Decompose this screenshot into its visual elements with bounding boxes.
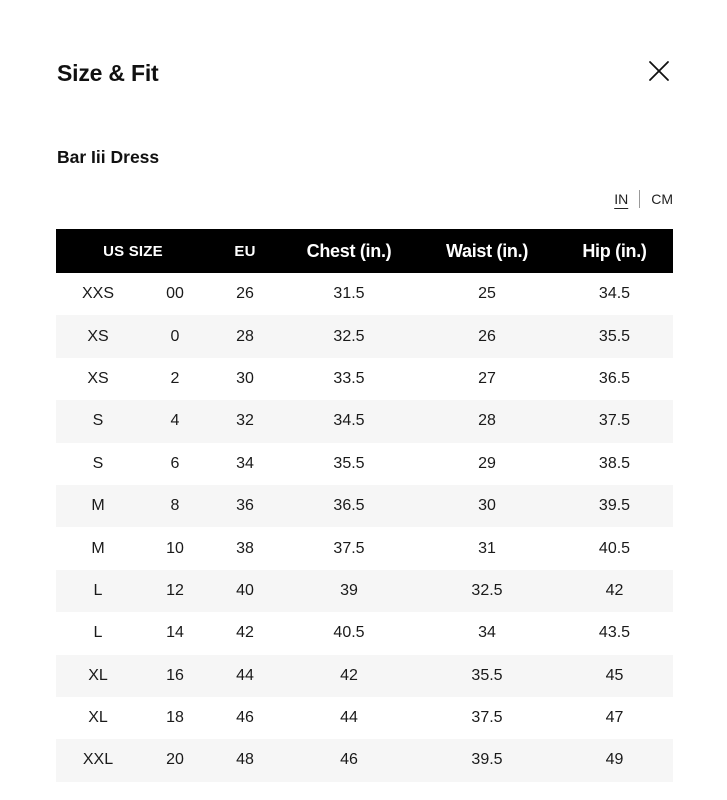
cell-chest: 37.5 (333, 539, 365, 557)
cell-hip: 47 (605, 709, 624, 727)
cell-waist: 35.5 (471, 666, 503, 684)
cell-waist: 27 (478, 369, 496, 387)
header-chest: Chest (in.) (306, 240, 392, 261)
cell-us-letter: M (91, 539, 105, 557)
cell-us-number: 2 (170, 369, 180, 387)
table-row (56, 527, 673, 569)
table-row (56, 400, 673, 442)
table-row (56, 612, 673, 654)
cell-hip: 34.5 (598, 285, 631, 303)
table-row (56, 315, 673, 357)
cell-us-letter: S (92, 454, 104, 472)
close-icon (648, 60, 670, 82)
cell-us-number: 00 (166, 285, 184, 303)
cell-chest: 42 (340, 666, 358, 684)
size-chart-table (56, 229, 673, 782)
unit-option-in[interactable]: IN (614, 191, 629, 207)
cell-us-number: 0 (170, 327, 180, 345)
cell-us-number: 14 (166, 624, 184, 642)
cell-chest: 40.5 (333, 624, 365, 642)
table-row (56, 655, 673, 697)
cell-hip: 39.5 (598, 497, 631, 515)
cell-chest: 44 (340, 709, 358, 727)
cell-eu: 32 (236, 412, 254, 430)
cell-eu: 34 (236, 454, 254, 472)
cell-chest: 35.5 (333, 454, 365, 472)
cell-hip: 35.5 (598, 327, 631, 345)
cell-chest: 46 (340, 751, 358, 769)
cell-eu: 28 (236, 327, 254, 345)
header-hip: Hip (in.) (582, 240, 647, 261)
cell-chest: 36.5 (333, 497, 365, 515)
cell-hip: 42 (605, 581, 624, 599)
cell-us-number: 4 (170, 412, 180, 430)
cell-us-letter: L (93, 581, 103, 599)
cell-us-letter: L (93, 624, 103, 642)
cell-chest: 34.5 (333, 412, 365, 430)
table-row (56, 485, 673, 527)
table-row (56, 358, 673, 400)
cell-waist: 26 (478, 327, 496, 345)
cell-eu: 26 (236, 285, 254, 303)
cell-waist: 25 (478, 285, 496, 303)
header-us-size: US SIZE (103, 242, 163, 260)
cell-waist: 29 (478, 454, 496, 472)
cell-us-number: 10 (166, 539, 184, 557)
cell-eu: 48 (236, 751, 254, 769)
close-button[interactable] (643, 55, 675, 87)
table-row (56, 697, 673, 739)
cell-us-letter: XXL (82, 751, 114, 769)
cell-us-letter: XS (87, 327, 109, 345)
cell-us-letter: S (92, 412, 104, 430)
cell-chest: 33.5 (333, 369, 365, 387)
cell-hip: 49 (605, 751, 624, 769)
cell-waist: 31 (478, 539, 496, 557)
cell-eu: 36 (236, 497, 254, 515)
table-header-row (56, 229, 673, 273)
cell-us-letter: M (91, 497, 105, 515)
cell-chest: 31.5 (333, 285, 365, 303)
cell-hip: 36.5 (598, 369, 631, 387)
table-row (56, 443, 673, 485)
cell-hip: 40.5 (598, 539, 631, 557)
modal-title: Size & Fit (57, 60, 159, 86)
table-body (56, 273, 673, 782)
table-row (56, 273, 673, 315)
cell-us-number: 18 (166, 709, 184, 727)
cell-us-number: 16 (166, 666, 184, 684)
cell-us-letter: XS (87, 369, 109, 387)
cell-hip: 45 (605, 666, 624, 684)
unit-toggle (614, 189, 673, 209)
cell-us-number: 12 (166, 581, 184, 599)
header-eu: EU (234, 242, 256, 260)
cell-waist: 32.5 (471, 581, 503, 599)
cell-eu: 38 (236, 539, 254, 557)
cell-eu: 46 (236, 709, 254, 727)
cell-us-number: 20 (166, 751, 184, 769)
cell-waist: 39.5 (471, 751, 503, 769)
cell-eu: 44 (236, 666, 254, 684)
cell-us-letter: XL (88, 709, 108, 727)
cell-waist: 34 (478, 624, 496, 642)
header-waist: Waist (in.) (445, 240, 529, 261)
cell-hip: 37.5 (598, 412, 631, 430)
unit-option-cm[interactable]: CM (651, 191, 673, 207)
cell-eu: 42 (236, 624, 254, 642)
product-name: Bar Iii Dress (57, 147, 160, 167)
cell-hip: 38.5 (598, 454, 631, 472)
cell-chest: 39 (340, 581, 358, 599)
table-row (56, 570, 673, 612)
cell-us-number: 8 (170, 497, 180, 515)
cell-waist: 28 (478, 412, 496, 430)
cell-eu: 30 (236, 369, 254, 387)
cell-us-number: 6 (170, 454, 180, 472)
cell-chest: 32.5 (333, 327, 365, 345)
cell-us-letter: XXS (81, 285, 114, 303)
cell-us-letter: XL (88, 666, 108, 684)
cell-hip: 43.5 (598, 624, 631, 642)
cell-waist: 30 (478, 497, 496, 515)
unit-divider (639, 190, 640, 208)
table-row (56, 739, 673, 781)
cell-waist: 37.5 (471, 709, 503, 727)
cell-eu: 40 (236, 581, 254, 599)
